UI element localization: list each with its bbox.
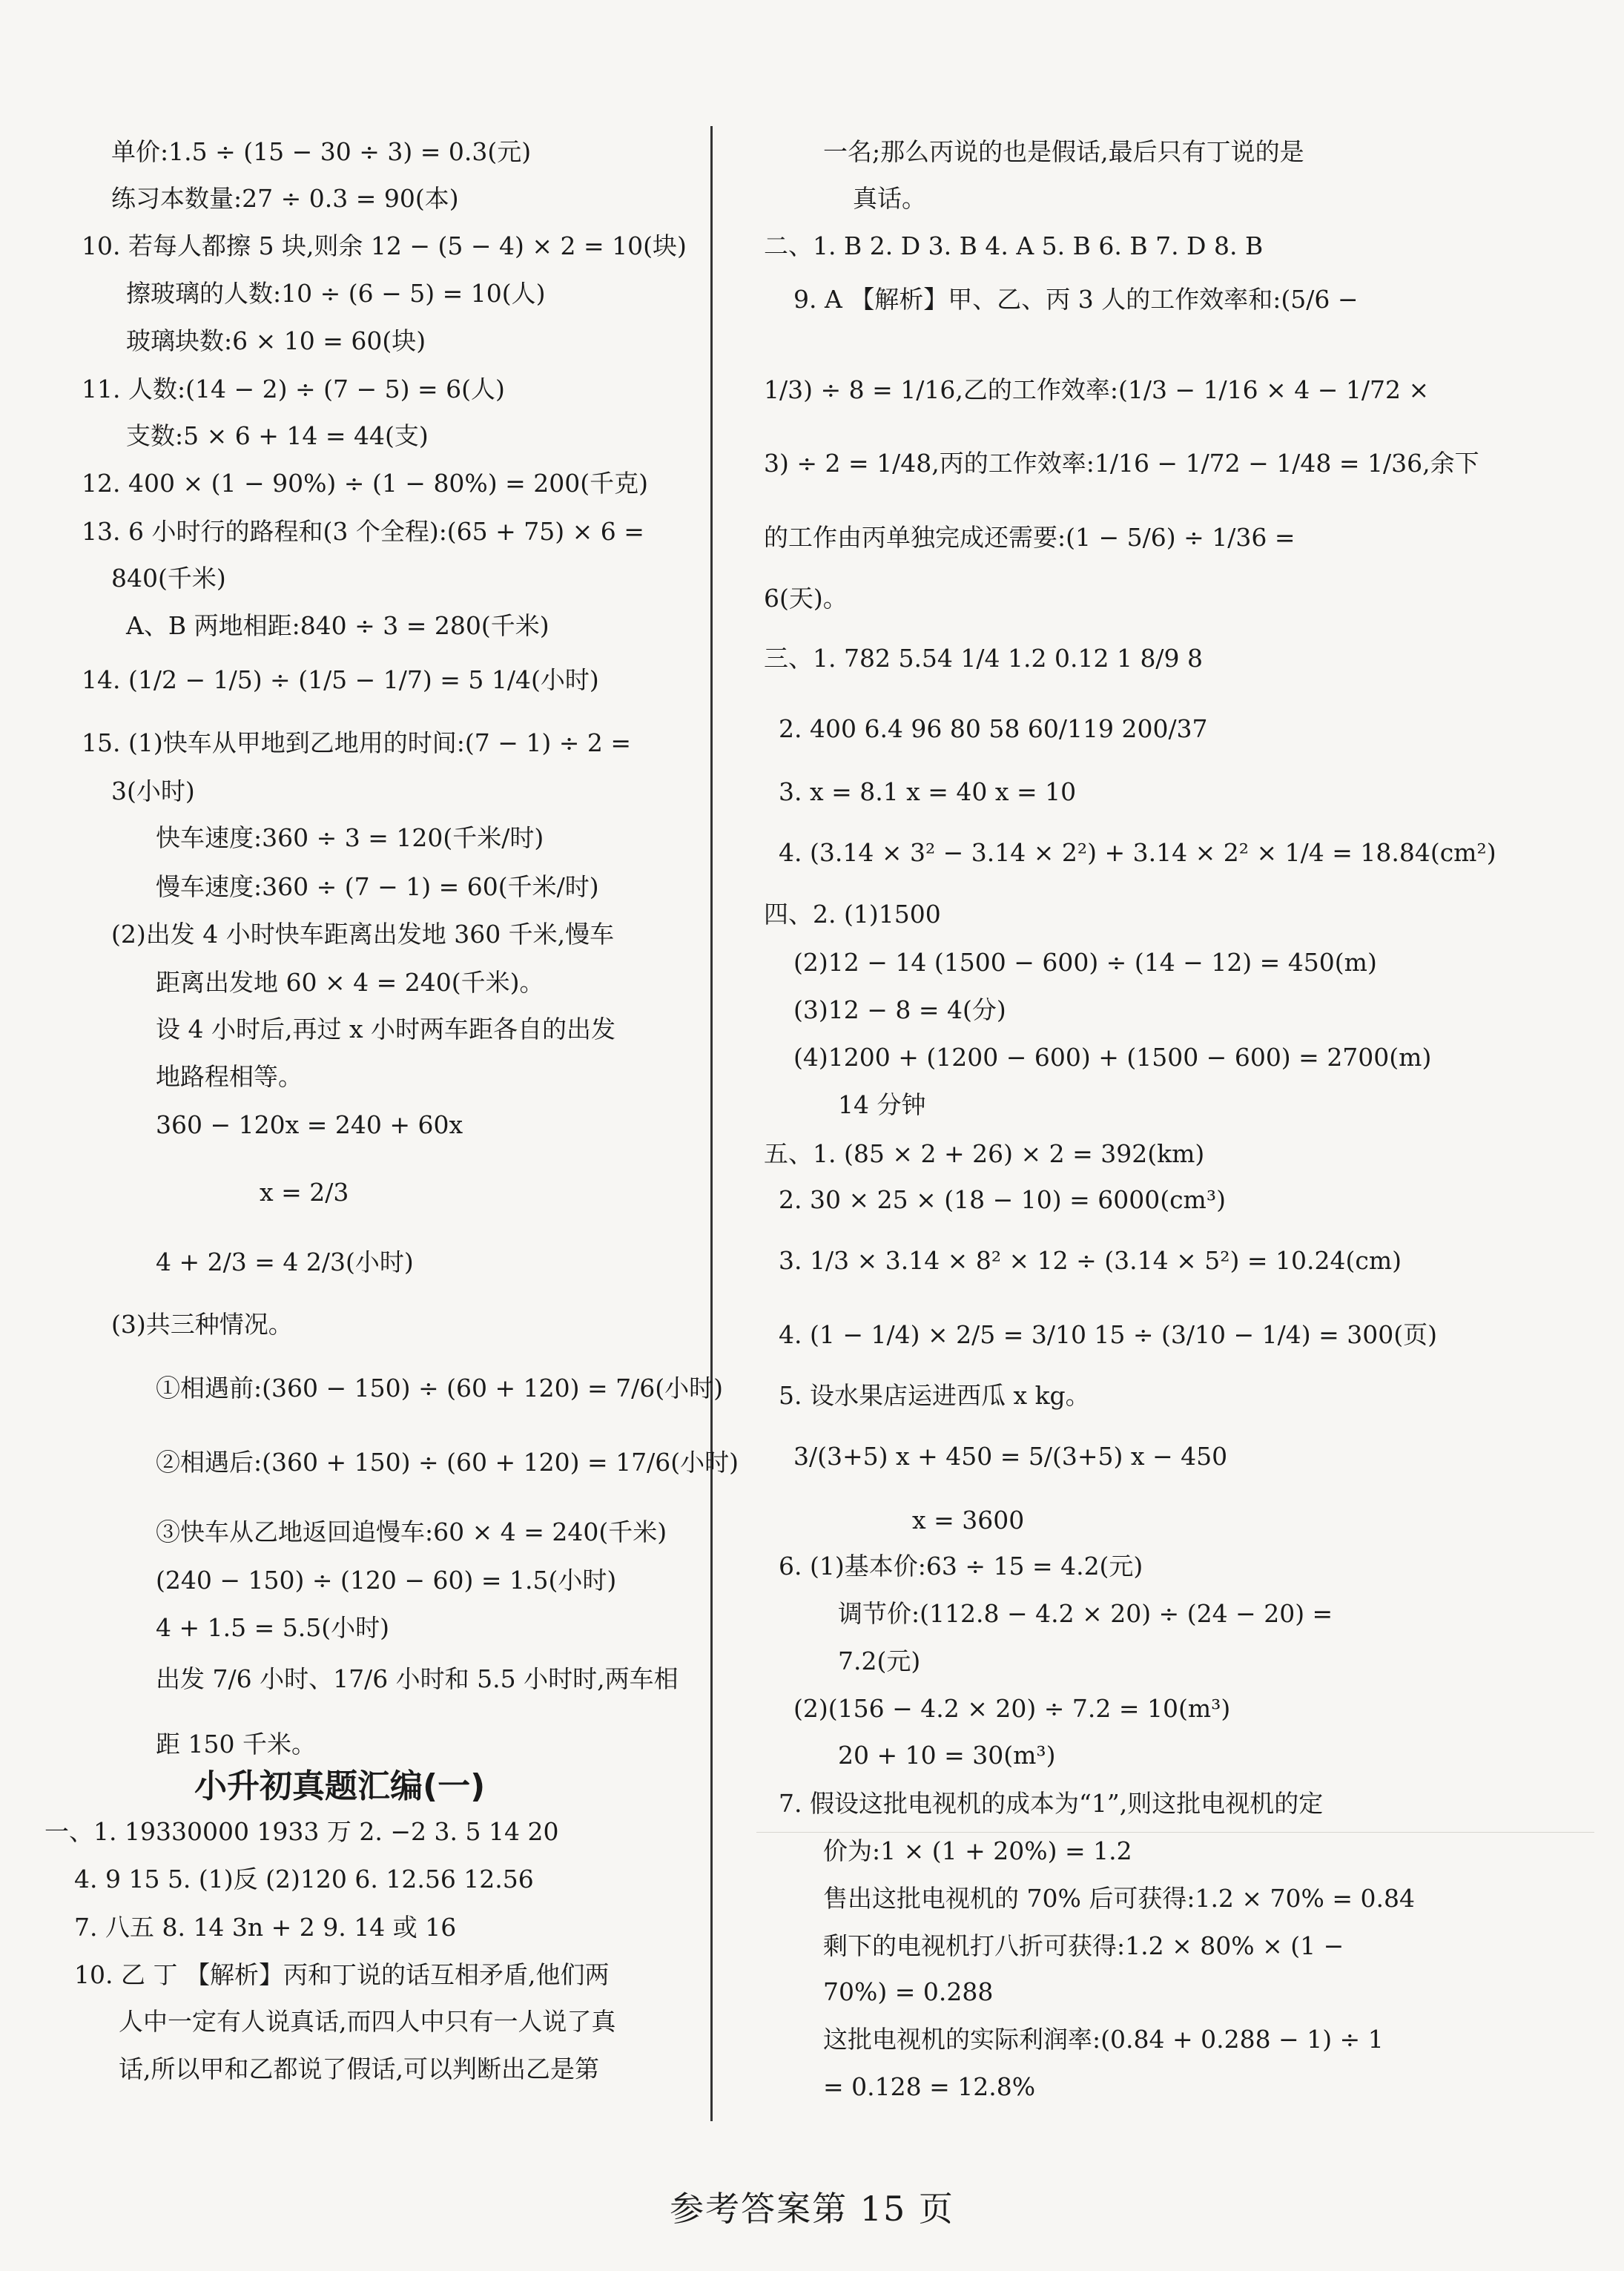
left-column-line: 840(千米) [111,564,226,593]
right-column-line: 二、1. B 2. D 3. B 4. A 5. B 6. B 7. D 8. B [764,231,1264,260]
section-title: 小升初真题汇编(一) [194,1767,486,1805]
left-column-line: 人中一定有人说真话,而四人中只有一人说了真 [119,2007,616,2036]
left-column-line: 距 150 千米。 [156,1730,316,1759]
left-column-line: 4 + 1.5 = 5.5(小时) [156,1613,389,1642]
left-column-line: 14. (1/2 − 1/5) ÷ (1/5 − 1/7) = 5 1/4(小时) [82,665,599,694]
left-column-line: 一、1. 19330000 1933 万 2. −2 3. 5 14 20 [44,1817,559,1846]
left-column-line: 擦玻璃的人数:10 ÷ (6 − 5) = 10(人) [126,279,546,308]
left-column-line: 4 + 2/3 = 4 2/3(小时) [156,1247,414,1276]
right-column-line: 3. x = 8.1 x = 40 x = 10 [779,777,1077,806]
right-column-line: 3/(3+5) x + 450 = 5/(3+5) x − 450 [793,1442,1228,1471]
left-column-line: ③快车从乙地返回追慢车:60 × 4 = 240(千米) [156,1517,667,1546]
right-column-line: (2)(156 − 4.2 × 20) ÷ 7.2 = 10(m³) [793,1694,1231,1723]
left-column-line: 10. 若每人都擦 5 块,则余 12 − (5 − 4) × 2 = 10(块) [82,231,687,260]
left-column-line: ②相遇后:(360 + 150) ÷ (60 + 120) = 17/6(小时) [156,1448,739,1477]
right-column-line: (4)1200 + (1200 − 600) + (1500 − 600) = 2700(m) [793,1043,1432,1072]
fold-line [756,1832,1594,1833]
right-column-line: 20 + 10 = 30(m³) [838,1741,1056,1770]
left-column-line: 地路程相等。 [156,1062,303,1091]
right-column-line: 剩下的电视机打八折可获得:1.2 × 80% × (1 − [823,1931,1344,1960]
right-column-line: x = 3600 [912,1506,1025,1535]
right-column-line: = 0.128 = 12.8% [823,2072,1036,2101]
left-column-line: 玻璃块数:6 × 10 = 60(块) [126,326,426,355]
left-column-line: 支数:5 × 6 + 14 = 44(支) [126,421,429,450]
right-column-line: 1/3) ÷ 8 = 1/16,乙的工作效率:(1/3 − 1/16 × 4 − 1/72 × [764,375,1430,404]
left-column-line: 练习本数量:27 ÷ 0.3 = 90(本) [111,184,459,213]
left-column-line: 单价:1.5 ÷ (15 − 30 ÷ 3) = 0.3(元) [111,137,532,166]
left-column-line: 快车速度:360 ÷ 3 = 120(千米/时) [156,823,544,852]
left-column-line: 话,所以甲和乙都说了假话,可以判断出乙是第 [119,2054,599,2083]
right-column-line: 6. (1)基本价:63 ÷ 15 = 4.2(元) [779,1552,1143,1581]
left-column-line: 12. 400 × (1 − 90%) ÷ (1 − 80%) = 200(千克) [82,469,649,498]
left-column-line: 11. 人数:(14 − 2) ÷ (7 − 5) = 6(人) [82,375,505,403]
right-column-line: (3)12 − 8 = 4(分) [793,995,1006,1024]
page-footer: 参考答案第 15 页 [670,2189,954,2229]
right-column-line: 3) ÷ 2 = 1/48,丙的工作效率:1/16 − 1/72 − 1/48 = 1/36,余下 [764,449,1479,478]
right-column-line: 一名;那么丙说的也是假话,最后只有丁说的是 [823,137,1304,166]
right-column-line: 7. 假设这批电视机的成本为“1”,则这批电视机的定 [779,1789,1324,1818]
right-column-line: 4. (3.14 × 3² − 3.14 × 2²) + 3.14 × 2² × 1/4 = 18.84(cm²) [779,838,1496,867]
left-column-line: (240 − 150) ÷ (120 − 60) = 1.5(小时) [156,1566,617,1595]
right-column-line: 4. (1 − 1/4) × 2/5 = 3/10 15 ÷ (3/10 − 1/4) = 300(页) [779,1320,1438,1349]
left-column-line: 10. 乙 丁 【解析】丙和丁说的话互相矛盾,他们两 [74,1960,610,1989]
left-column-line: x = 2/3 [260,1178,349,1207]
left-column-line: 360 − 120x = 240 + 60x [156,1110,463,1139]
right-column-line: 四、2. (1)1500 [764,900,941,929]
right-column-line: 三、1. 782 5.54 1/4 1.2 0.12 1 8/9 8 [764,644,1204,673]
right-column-line: 14 分钟 [838,1090,926,1119]
right-column-line: 2. 30 × 25 × (18 − 10) = 6000(cm³) [779,1185,1226,1214]
left-column-line: 4. 9 15 5. (1)反 (2)120 6. 12.56 12.56 [74,1865,534,1893]
left-column-line: A、B 两地相距:840 ÷ 3 = 280(千米) [126,611,549,640]
left-column-line: 设 4 小时后,再过 x 小时两车距各自的出发 [156,1015,616,1044]
right-column-line: 售出这批电视机的 70% 后可获得:1.2 × 70% = 0.84 [823,1884,1416,1913]
right-column-line: 的工作由丙单独完成还需要:(1 − 5/6) ÷ 1/36 = [764,523,1295,552]
right-column-line: 五、1. (85 × 2 + 26) × 2 = 392(km) [764,1139,1205,1168]
right-column-line: 5. 设水果店运进西瓜 x kg。 [779,1381,1090,1410]
left-column-line: 13. 6 小时行的路程和(3 个全程):(65 + 75) × 6 = [82,517,644,546]
right-column-line: 70%) = 0.288 [823,1977,994,2006]
left-column-line: 出发 7/6 小时、17/6 小时和 5.5 小时时,两车相 [156,1664,679,1693]
left-column-line: (3)共三种情况。 [111,1310,293,1339]
column-divider [710,126,713,2121]
right-column-line: 7.2(元) [838,1647,921,1675]
right-column-line: 2. 400 6.4 96 80 58 60/119 200/37 [779,714,1208,743]
left-column-line: 3(小时) [111,777,195,805]
right-column-line: 6(天)。 [764,584,848,613]
right-column-line: 9. A 【解析】甲、乙、丙 3 人的工作效率和:(5/6 − [793,285,1359,314]
left-column-line: 距离出发地 60 × 4 = 240(千米)。 [156,968,544,997]
left-column-line: ①相遇前:(360 − 150) ÷ (60 + 120) = 7/6(小时) [156,1374,723,1403]
right-column-line: 调节价:(112.8 − 4.2 × 20) ÷ (24 − 20) = [838,1599,1333,1628]
right-column-line: 真话。 [853,184,926,213]
right-column-line: (2)12 − 14 (1500 − 600) ÷ (14 − 12) = 450(m) [793,948,1377,977]
left-column-line: (2)出发 4 小时快车距离出发地 360 千米,慢车 [111,920,615,949]
right-column-line: 价为:1 × (1 + 20%) = 1.2 [823,1836,1132,1865]
right-column-line: 这批电视机的实际利润率:(0.84 + 0.288 − 1) ÷ 1 [823,2025,1384,2054]
left-column-line: 7. 八五 8. 14 3n + 2 9. 14 或 16 [74,1913,457,1942]
right-column-line: 3. 1/3 × 3.14 × 8² × 12 ÷ (3.14 × 5²) = 10.24(cm) [779,1246,1402,1275]
left-column-line: 慢车速度:360 ÷ (7 − 1) = 60(千米/时) [156,872,599,901]
left-column-line: 15. (1)快车从甲地到乙地用的时间:(7 − 1) ÷ 2 = [82,728,631,757]
